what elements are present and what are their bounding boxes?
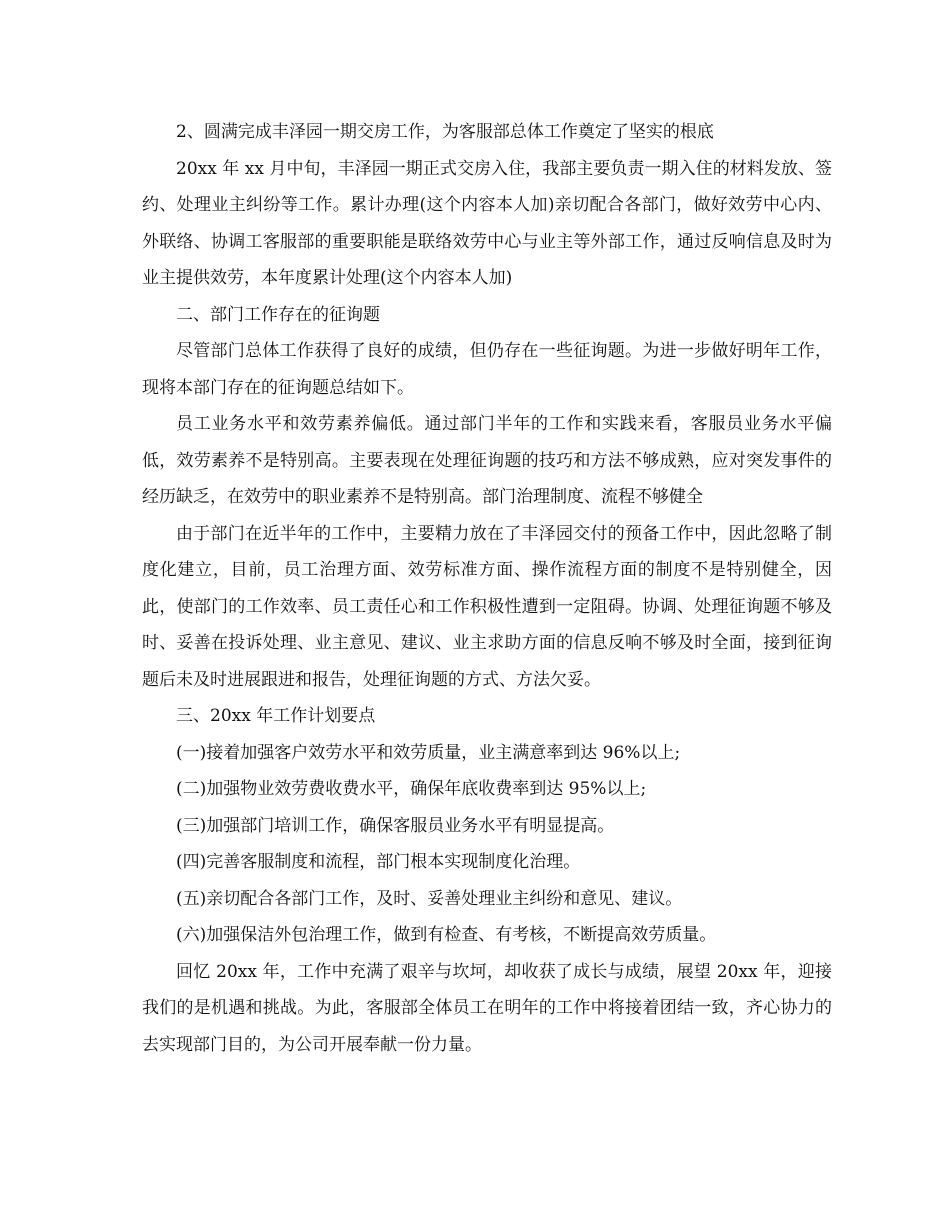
body-paragraph: 20xx 年 xx 月中旬，丰泽园一期正式交房入住，我部主要负责一期入住的材料发放、签约、处理业主纠纷等工作。累计办理(这个内容本人加)亲切配合各部门，做好效劳中心内、外联络、协调工客服部的重要职能是联络效劳中心与业主等外部工作，通过反响信息及时为业主提供效劳，本年度累计处理(这个内容本人加): [142, 158, 832, 288]
section-heading: 二、部门工作存在的征询题: [176, 304, 380, 325]
body-paragraph: 尽管部门总体工作获得了良好的成绩，但仍存在一些征询题。为进一步做好明年工作，现将本部门存在的征询题总结如下。: [142, 341, 832, 398]
plan-item: (四)完善客服制度和流程，部门根本实现制度化治理。: [176, 852, 581, 872]
plan-item: (三)加强部门培训工作，确保客服员业务水平有明显提高。: [176, 815, 615, 836]
closing-paragraph: 回忆 20xx 年，工作中充满了艰辛与坎坷，却收获了成长与成绩，展望 20xx 年，迎接我们的是机遇和挑战。为此，客服部全体员工在明年的工作中将接着团结一致，齐心协力的去实现部门目的，为公司开展奉献一份力量。: [142, 961, 832, 1055]
body-paragraph: 员工业务水平和效劳素养偏低。通过部门半年的工作和实践来看，客服员业务水平偏低，效劳素养不是特别高。主要表现在处理征询题的技巧和方法不够成熟，应对突发事件的经历缺乏，在效劳中的职业素养不是特别高。部门治理制度、流程不够健全: [142, 414, 832, 507]
plan-item: (一)接着加强客户效劳水平和效劳质量，业主满意率到达 96%以上;: [176, 742, 681, 763]
section-heading: 三、20xx 年工作计划要点: [176, 706, 376, 726]
document-body: [142, 114, 832, 1063]
body-paragraph: 由于部门在近半年的工作中，主要精力放在了丰泽园交付的预备工作中，因此忽略了制度化建立，目前，员工治理方面、效劳标准方面、操作流程方面的制度不是特别健全，因此，使部门的工作效率、员工责任心和工作积极性遭到一定阻碍。协调、处理征询题不够及时、妥善在投诉处理、业主意见、建议、业主求助方面的信息反响不够及时全面，接到征询题后未及时进展跟进和报告，处理征询题的方式、方法欠妥。: [142, 523, 832, 690]
section-heading: 2、圆满完成丰泽园一期交房工作，为客服部总体工作奠定了坚实的根底: [176, 122, 714, 142]
plan-item: (五)亲切配合各部门工作，及时、妥善处理业主纠纷和意见、建议。: [176, 888, 683, 909]
plan-item: (二)加强物业效劳费收费水平，确保年底收费率到达 95%以上;: [176, 779, 647, 799]
plan-item: (六)加强保洁外包治理工作，做到有检查、有考核，不断提高效劳质量。: [176, 925, 717, 945]
